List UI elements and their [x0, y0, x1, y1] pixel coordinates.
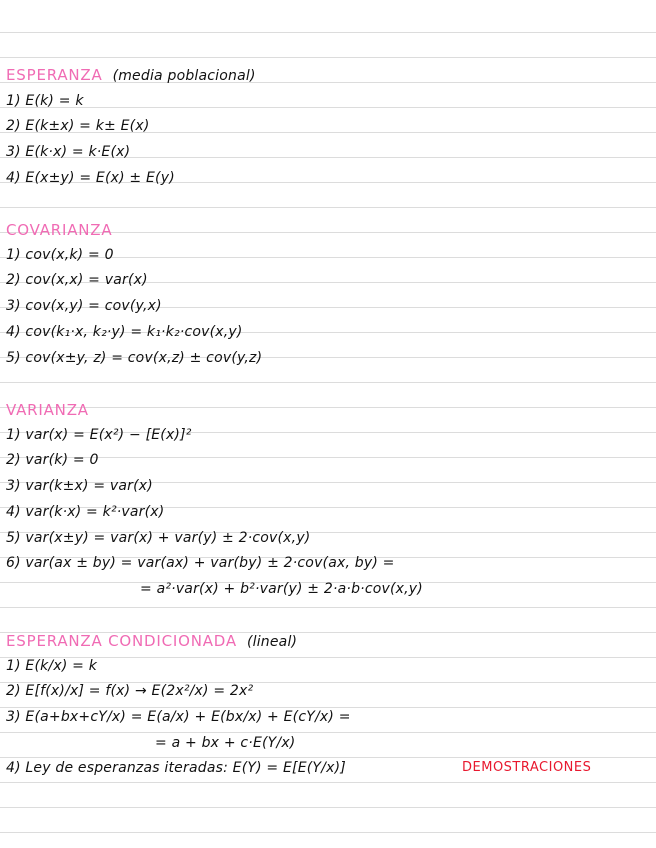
esperanza-condicionada-item-2: 2) E[f(x)/x] = f(x) → E(2x²/x) = 2x² [6, 683, 254, 699]
esperanza-item-4: 4) E(x±y) = E(x) ± E(y) [6, 170, 175, 186]
esperanza-condicionada-note: (lineal) [246, 634, 298, 650]
esperanza-condicionada-title: ESPERANZA CONDICIONADA [6, 632, 237, 650]
demostraciones-link[interactable]: DEMOSTRACIONES [462, 760, 592, 775]
varianza-item-4: 4) var(k·x) = k²·var(x) [6, 504, 165, 520]
section-title-esperanza [6, 66, 256, 84]
esperanza-title: ESPERANZA [6, 66, 103, 84]
covarianza-item-3: 3) cov(x,y) = cov(y,x) [6, 298, 162, 314]
varianza-item-6: 6) var(ax ± by) = var(ax) + var(by) ± 2·cov(ax, by) = [6, 555, 395, 571]
varianza-item-1: 1) var(x) = E(x²) − [E(x)]² [6, 427, 192, 443]
esperanza-item-2: 2) E(k±x) = k± E(x) [6, 118, 150, 134]
esperanza-condicionada-item-1: 1) E(k/x) = k [6, 658, 98, 674]
esperanza-item-3: 3) E(k·x) = k·E(x) [6, 144, 131, 160]
esperanza-condicionada-item-4: 4) Ley de esperanzas iteradas: E(Y) = E[E(Y/x)] [6, 760, 346, 776]
esperanza-note: (media poblacional) [112, 68, 256, 84]
covarianza-item-1: 1) cov(x,k) = 0 [6, 247, 114, 263]
covarianza-item-2: 2) cov(x,x) = var(x) [6, 272, 148, 288]
varianza-item-2: 2) var(k) = 0 [6, 452, 99, 468]
esperanza-item-1: 1) E(k) = k [6, 93, 84, 109]
covarianza-item-5: 5) cov(x±y, z) = cov(x,z) ± cov(y,z) [6, 350, 263, 366]
esperanza-condicionada-item-3: 3) E(a+bx+cY/x) = E(a/x) + E(bx/x) + E(cY/x) = [6, 709, 351, 725]
varianza-title: VARIANZA [6, 401, 89, 419]
varianza-item-5: 5) var(x±y) = var(x) + var(y) ± 2·cov(x,y) [6, 530, 311, 546]
esperanza-condicionada-item-3-continuation: = a + bx + c·E(Y/x) [155, 735, 296, 751]
covarianza-title: COVARIANZA [6, 221, 113, 239]
varianza-item-6-continuation: = a²·var(x) + b²·var(y) ± 2·a·b·cov(x,y) [140, 581, 423, 597]
varianza-item-3: 3) var(k±x) = var(x) [6, 478, 153, 494]
section-title-esperanza-condicionada [6, 632, 297, 650]
covarianza-item-4: 4) cov(k₁·x, k₂·y) = k₁·k₂·cov(x,y) [6, 324, 243, 340]
